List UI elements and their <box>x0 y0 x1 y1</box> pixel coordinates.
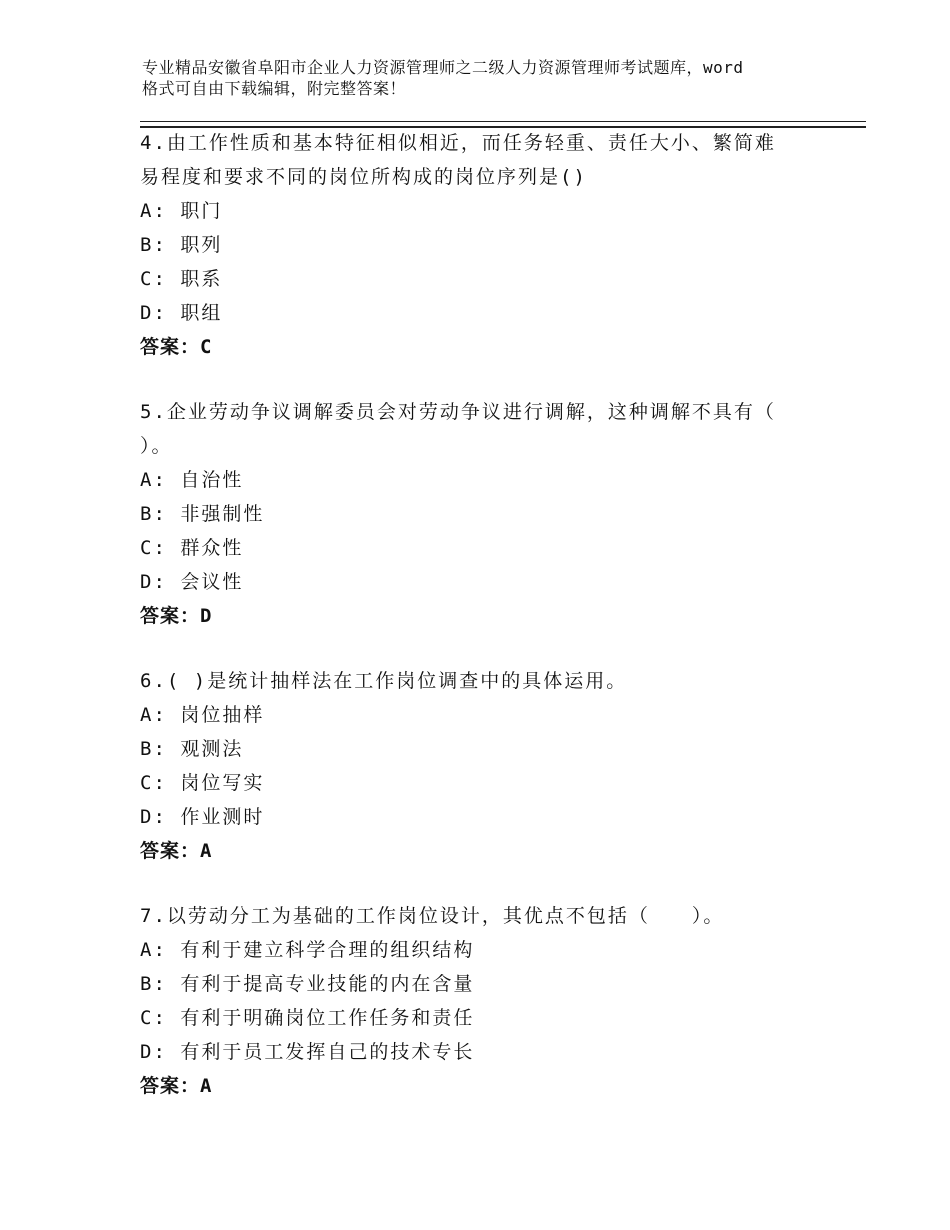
option-c: C: 岗位写实 <box>140 772 265 794</box>
option-b: B: 有利于提高专业技能的内在含量 <box>140 973 475 995</box>
option-d: D: 会议性 <box>140 571 244 593</box>
question-4 <box>140 126 820 364</box>
question-6 <box>140 664 820 868</box>
option-d: D: 有利于员工发挥自己的技术专长 <box>140 1041 475 1063</box>
option-c: C: 群众性 <box>140 537 244 559</box>
option-c: C: 有利于明确岗位工作任务和责任 <box>140 1007 475 1029</box>
option-c: C: 职系 <box>140 268 223 290</box>
document-header <box>142 57 842 99</box>
option-a: A: 岗位抽样 <box>140 704 265 726</box>
option-d: D: 职组 <box>140 302 223 324</box>
answer-label: 答案：C <box>140 336 213 358</box>
option-b: B: 职列 <box>140 234 223 256</box>
question-list <box>140 126 820 1134</box>
question-stem-line: 7.以劳动分工为基础的工作岗位设计，其优点不包括（ ）。 <box>140 905 725 927</box>
question-stem-line: 6.( )是统计抽样法在工作岗位调查中的具体运用。 <box>140 670 628 692</box>
question-stem-line: ）。 <box>140 435 173 457</box>
question-5 <box>140 395 820 633</box>
option-b: B: 观测法 <box>140 738 244 760</box>
question-stem-line: 4.由工作性质和基本特征相似相近，而任务轻重、责任大小、繁简难 <box>140 132 776 154</box>
option-a: A: 自治性 <box>140 469 244 491</box>
option-b: B: 非强制性 <box>140 503 265 525</box>
header-line-2: 格式可自由下载编辑，附完整答案！ <box>142 79 407 98</box>
option-d: D: 作业测时 <box>140 806 265 828</box>
option-a: A: 有利于建立科学合理的组织结构 <box>140 939 475 961</box>
option-a: A: 职门 <box>140 200 223 222</box>
question-stem-line: 易程度和要求不同的岗位所构成的岗位序列是() <box>140 166 587 188</box>
answer-label: 答案：D <box>140 605 213 627</box>
answer-label: 答案：A <box>140 1075 213 1097</box>
answer-label: 答案：A <box>140 840 213 862</box>
question-7 <box>140 899 820 1103</box>
question-stem-line: 5.企业劳动争议调解委员会对劳动争议进行调解，这种调解不具有（ <box>140 401 776 423</box>
header-line-1: 专业精品安徽省阜阳市企业人力资源管理师之二级人力资源管理师考试题库，word <box>142 58 744 77</box>
